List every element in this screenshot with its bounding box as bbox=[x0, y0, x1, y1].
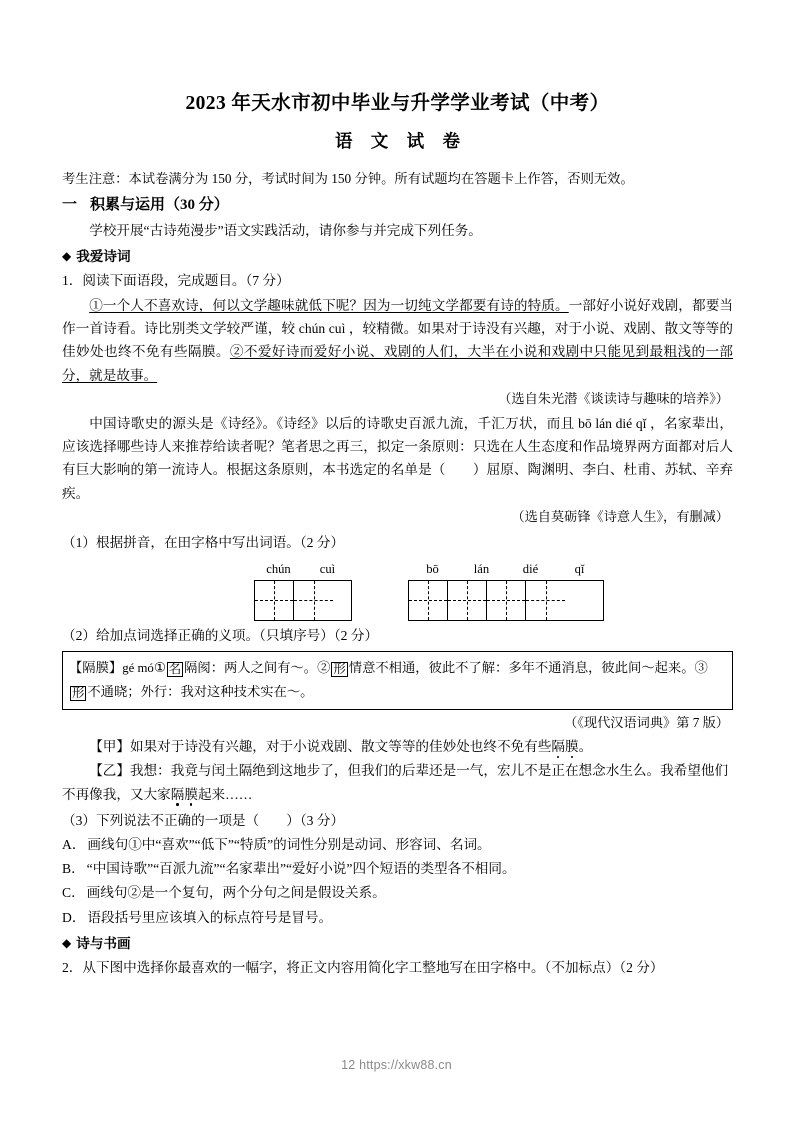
dict-headword: 【隔膜】 bbox=[69, 660, 123, 676]
question-1-2-stem: （2）给加点词选择正确的义项。（只填序号）（2 分） bbox=[62, 627, 379, 643]
tianzige-cells-1 bbox=[254, 580, 352, 621]
option-b-label: B． bbox=[62, 861, 85, 877]
passage-a-underlined-1: 一个人不喜欢诗，何以文学趣味就低下呢？因为一切纯文学都要有诗的特质。 bbox=[102, 297, 569, 313]
page-footer: 12 https://xkw88.cn bbox=[341, 1058, 452, 1072]
example-yi-text-pre: 我想：我竟与闰土隔绝到这地步了，但我们的后辈还是一气，宏儿不是正在想念水生么。我希望他们不再像我，又大家 bbox=[62, 763, 729, 802]
diamond-icon: ◆ bbox=[62, 248, 72, 263]
bullet-label-poetry: 我爱诗词 bbox=[76, 248, 131, 264]
passage-a-marker-2: ② bbox=[229, 344, 244, 360]
example-yi-dotted-word: 隔膜 bbox=[170, 786, 198, 802]
dict-sense-1-pos: 名 bbox=[168, 662, 182, 677]
pinyin-row-2 bbox=[408, 560, 604, 580]
bullet-heading-calligraphy bbox=[62, 933, 733, 955]
question-2-stem: 2．从下图中选择你最喜欢的一幅字，将正文内容用简化字工整地写在田字格中。（不加标点）（2 分） bbox=[62, 960, 664, 976]
option-c-label: C． bbox=[62, 885, 85, 901]
pinyin-label: bō bbox=[426, 561, 439, 576]
pinyin-label: chún bbox=[266, 561, 291, 576]
option-d-text: 语段括号里应该填入的标点符号是冒号。 bbox=[87, 909, 333, 925]
dict-pinyin: gé mó bbox=[122, 661, 154, 676]
pinyin-label: cuì bbox=[319, 561, 336, 576]
tianzige-cells-2 bbox=[408, 580, 604, 621]
bullet-heading-poetry bbox=[62, 246, 733, 268]
bullet-label-calligraphy: 诗与书画 bbox=[76, 935, 131, 951]
option-a-text: 画线句①中“喜欢”“低下”“特质”的词性分别是动词、形容词、名词。 bbox=[87, 836, 491, 852]
pinyin-label: qǐ bbox=[574, 561, 585, 576]
section-one-heading bbox=[62, 194, 733, 217]
example-yi-text-post: 起来…… bbox=[197, 786, 253, 802]
exam-notice: 考生注意：本试卷满分为 150 分，考试时间为 150 分钟。所有试题均在答题卡上作答，否则无效。 bbox=[62, 171, 634, 187]
example-yi-label: 【乙】 bbox=[89, 763, 130, 778]
tianzige-cell[interactable] bbox=[294, 581, 333, 620]
pinyin-label: lán bbox=[473, 561, 490, 576]
diamond-icon: ◆ bbox=[62, 935, 72, 950]
tianzige-block bbox=[62, 560, 733, 622]
dictionary-entry-box bbox=[62, 651, 733, 709]
option-a[interactable] bbox=[62, 833, 733, 857]
pinyin-label: dié bbox=[522, 561, 539, 576]
example-jia-label: 【甲】 bbox=[89, 739, 130, 755]
option-b-text: “中国诗歌”“百派九流”“名家辈出”“爱好小说”四个短语的类型各不相同。 bbox=[86, 861, 516, 877]
option-a-label: A． bbox=[62, 836, 86, 852]
example-jia bbox=[62, 735, 733, 759]
option-d-label: D． bbox=[62, 909, 86, 925]
dictionary-source: （《现代汉语词典》第 7 版） bbox=[564, 714, 729, 730]
section-one-intro: 学校开展“古诗苑漫步”语文实践活动，请你参与并完成下列任务。 bbox=[89, 223, 482, 239]
tianzige-cell[interactable] bbox=[255, 581, 294, 620]
page-title: 2023 年天水市初中毕业与升学学业考试（中考） bbox=[185, 93, 610, 114]
question-1-3-stem: （3）下列说法不正确的一项是（ ）（3 分） bbox=[62, 812, 345, 828]
tianzige-cell[interactable] bbox=[526, 581, 565, 620]
tianzige-group-2 bbox=[408, 560, 604, 621]
dict-sense-1-num: ① bbox=[153, 660, 166, 676]
passage-b-source: （选自莫砺锋《诗意人生》，有删减） bbox=[511, 509, 729, 525]
page-subtitle: 语 文 试 卷 bbox=[334, 131, 468, 152]
dict-sense-2-pos: 形 bbox=[333, 662, 346, 677]
tianzige-group-1 bbox=[254, 560, 352, 621]
passage-a-marker-1: ① bbox=[89, 297, 103, 313]
passage-a bbox=[62, 294, 733, 388]
example-jia-text-pre: 如果对于诗没有兴趣，对于小说戏剧、散文等等的佳妙处也终不免有些 bbox=[129, 739, 552, 755]
passage-b: 中国诗歌史的源头是《诗经》。《诗经》以后的诗歌史百派九流，千汇万状，而且 bō lán dié qǐ ，名家辈出，应该选择哪些诗人来推荐给读者呢？笔者思之再三，拟定一条原则：只选在人生态度和作品境界两方面都对后人有巨大影响的第一流诗人。根据这条原则，本书选定的名单是（ ）屈原、陶渊明、李白、杜甫、苏轼、辛弃疾。 bbox=[62, 415, 733, 501]
option-c-text: 画线句②是一个复句，两个分句之间是假设关系。 bbox=[86, 885, 386, 901]
example-yi bbox=[62, 759, 733, 807]
tianzige-cell[interactable] bbox=[448, 581, 487, 620]
section-one-title: 积累与运用（30 分） bbox=[90, 196, 229, 213]
dict-sense-2-text: 情意不相通，彼此不了解：多年不通消息，彼此间～起来。 bbox=[348, 660, 695, 676]
option-d[interactable] bbox=[62, 906, 733, 930]
dict-sense-3-pos: 形 bbox=[72, 686, 85, 701]
pinyin-row-1 bbox=[254, 560, 352, 580]
dict-sense-2-num: ② bbox=[317, 660, 331, 676]
tianzige-cell[interactable] bbox=[487, 581, 526, 620]
question-1-1-stem: （1）根据拼音，在田字格中写出词语。（2 分） bbox=[62, 534, 345, 550]
example-jia-text-post: 。 bbox=[578, 739, 593, 755]
dict-sense-1-text: 隔阂：两人之间有～。 bbox=[184, 660, 318, 676]
dict-sense-3-num: ③ bbox=[694, 660, 708, 676]
passage-a-plain-1: 一部好小说好戏剧，都要当作一首诗看。诗比别类文学较严谨，较 chún cuì ，较精微。如果对于诗没有兴趣，对于小说、戏剧、散文等等的佳妙处也终不免有些隔膜。 bbox=[62, 297, 734, 360]
section-one-number: 一 bbox=[62, 196, 78, 213]
dict-sense-3-text: 不通晓；外行：我对这种技术实在～。 bbox=[87, 684, 314, 700]
option-b[interactable] bbox=[62, 857, 733, 881]
option-c[interactable] bbox=[62, 881, 733, 905]
passage-a-underlined-2: 不爱好诗而爱好小说、戏剧的人们，大半在小说和戏剧中只能见到最粗浅的一部分，就是故事。 bbox=[62, 344, 734, 383]
example-jia-dotted-word: 隔膜 bbox=[551, 739, 579, 755]
question-1-stem: 1．阅读下面语段，完成题目。（7 分） bbox=[62, 273, 290, 289]
passage-a-source: （选自朱光潜《谈读诗与趣味的培养》） bbox=[498, 391, 729, 407]
page-content bbox=[62, 92, 733, 981]
tianzige-cell[interactable] bbox=[409, 581, 448, 620]
